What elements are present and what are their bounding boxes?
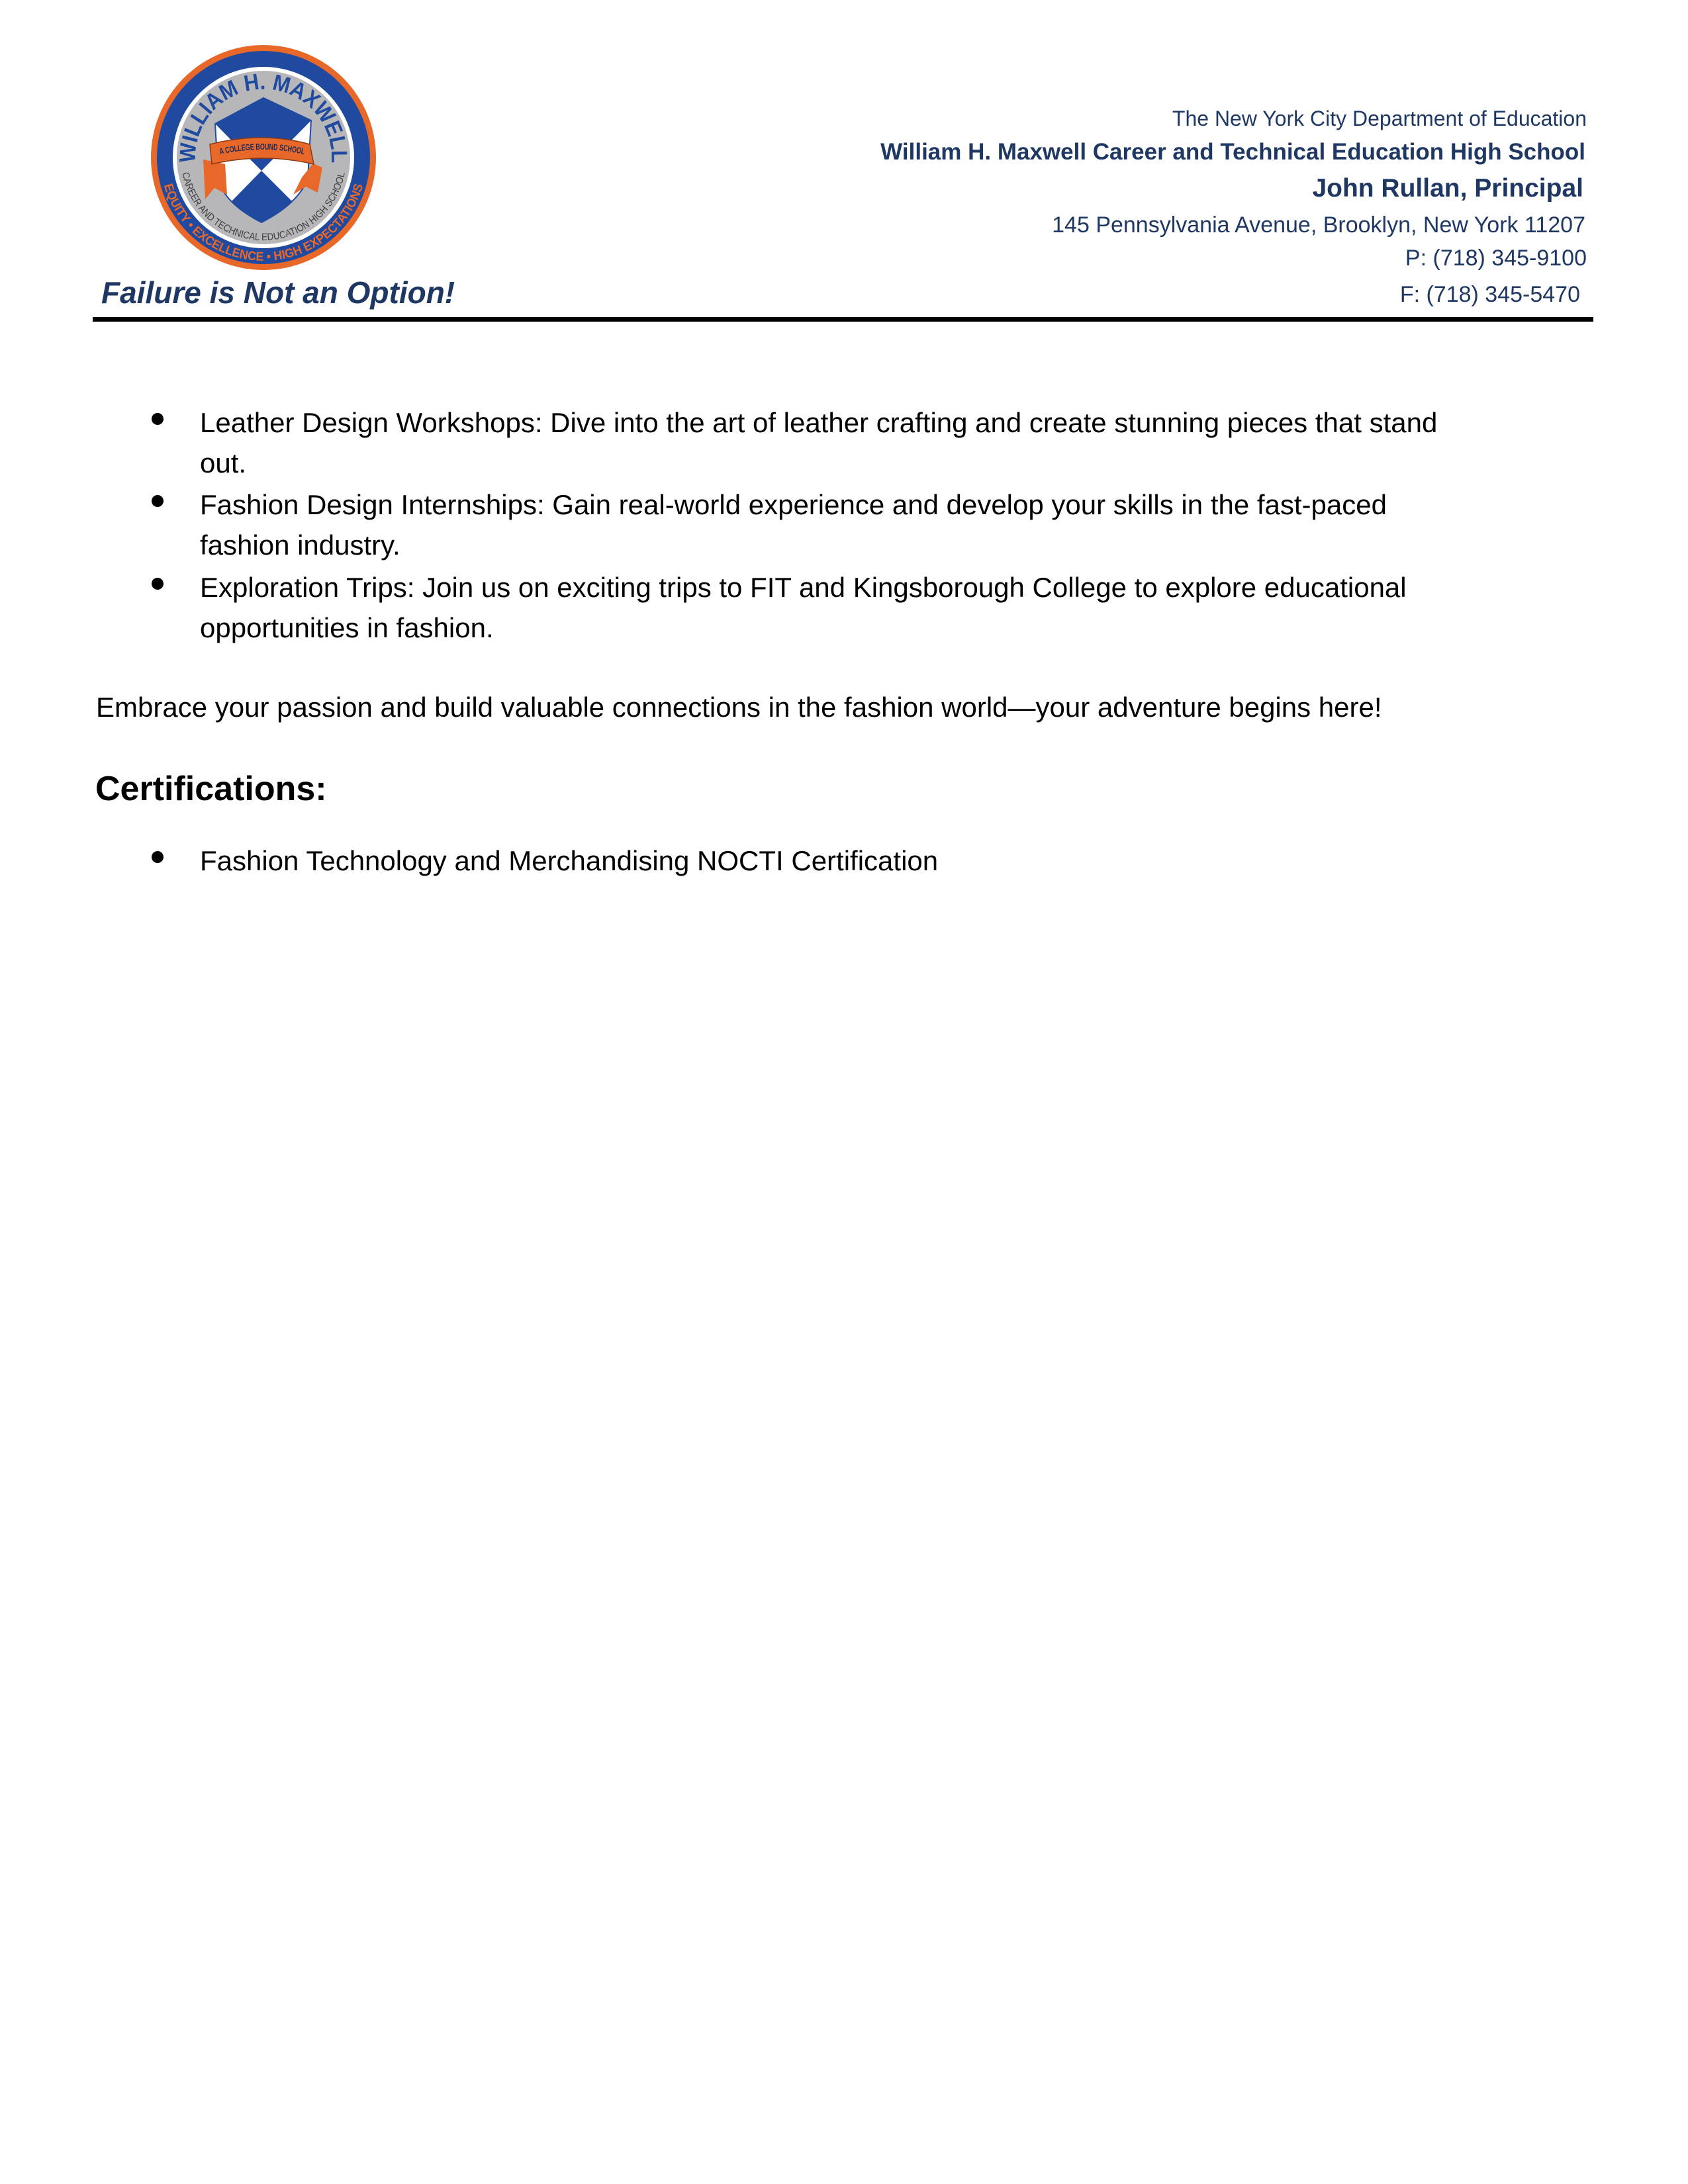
list-item-text: out. (200, 447, 247, 478)
list-item (200, 567, 1407, 648)
list-item (200, 841, 938, 881)
header-divider (93, 317, 1593, 322)
bullet-icon (152, 413, 164, 425)
seal-inner-arc: CAREER AND TECHNICAL EDUCATION HIGH SCHOOL (179, 170, 348, 244)
bullet-icon (152, 851, 164, 863)
banner-arc: A COLLEGE BOUND SCHOOL (218, 141, 308, 157)
phone-number: P: (718) 345-9100 (1405, 246, 1587, 271)
list-item-text: fashion industry. (200, 529, 400, 561)
list-item-text: Fashion Design Internships: Gain real-world experience and develop your skills in the fast-paced (200, 489, 1387, 520)
seal-motto-arc: EQUITY • EXCELLENCE • HIGH EXPECTATIONS (160, 181, 367, 265)
list-item-text: opportunities in fashion. (200, 612, 494, 643)
school-name: William H. Maxwell Career and Technical Education High School (880, 139, 1585, 165)
school-address: 145 Pennsylvania Avenue, Brooklyn, New York 11207 (1052, 212, 1585, 238)
closing-paragraph: Embrace your passion and build valuable connections in the fashion world—your adventure begins here! (96, 692, 1382, 723)
list-item (200, 402, 1437, 483)
department-name: The New York City Department of Education (1172, 107, 1587, 130)
certification-text: Fashion Technology and Merchandising NOCTI Certification (200, 845, 939, 876)
list-item-text: Leather Design Workshops: Dive into the art of leather crafting and create stunning pieces that stand (200, 407, 1438, 438)
list-item (200, 484, 1387, 565)
fax-number: F: (718) 345-5470 (1399, 282, 1580, 307)
school-motto: Failure is Not an Option! (101, 275, 455, 310)
bullet-icon (152, 578, 164, 590)
bullet-icon (152, 495, 164, 507)
school-seal-logo (144, 38, 383, 277)
certifications-heading: Certifications: (95, 770, 327, 808)
principal-name: John Rullan, Principal (1312, 174, 1583, 203)
list-item-text: Exploration Trips: Join us on exciting trips to FIT and Kingsborough College to explore educational (200, 572, 1407, 603)
seal-name-arc: WILLIAM H. MAXWELL (175, 69, 352, 164)
